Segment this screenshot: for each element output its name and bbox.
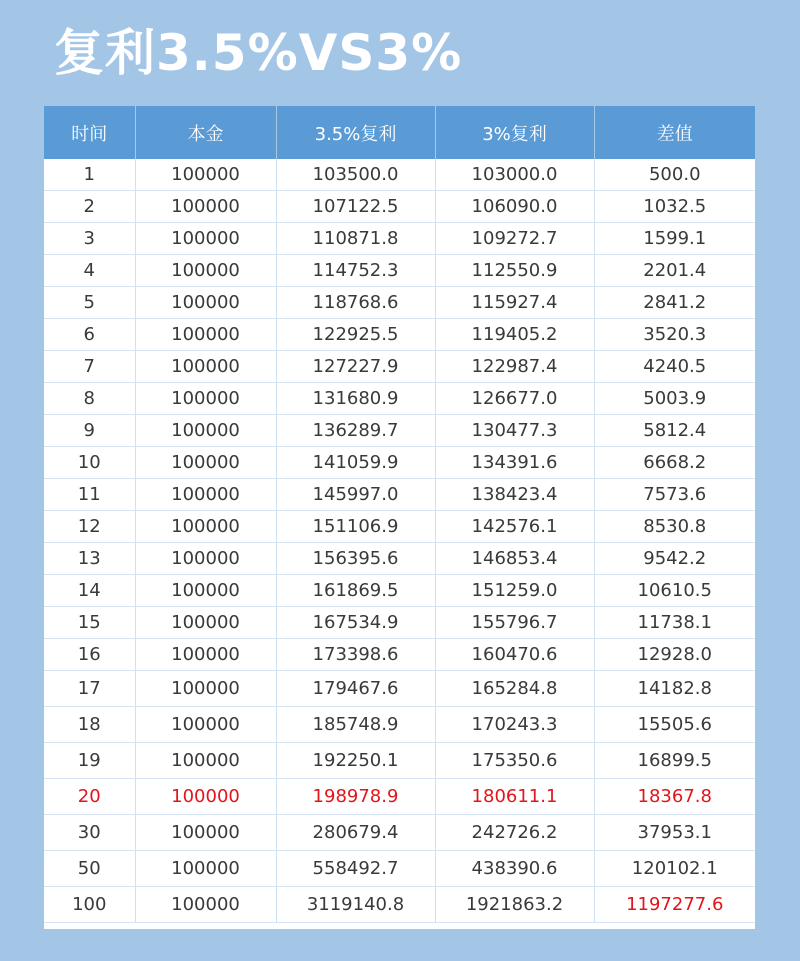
- cell-compound-3: 109272.7: [435, 223, 594, 255]
- cell-time: 8: [44, 383, 135, 415]
- page-title: 复利3.5%VS3%: [54, 24, 463, 82]
- column-header-difference: 差值: [594, 106, 755, 159]
- table-row: [44, 511, 755, 543]
- cell-compound-3: 138423.4: [435, 479, 594, 511]
- table-row: [44, 191, 755, 223]
- cell-compound-3-5: 167534.9: [276, 607, 435, 639]
- cell-compound-3: 103000.0: [435, 159, 594, 191]
- table-row: [44, 543, 755, 575]
- table-row: [44, 743, 755, 779]
- cell-compound-3-5: 145997.0: [276, 479, 435, 511]
- cell-compound-3: 180611.1: [435, 779, 594, 815]
- cell-compound-3-5: 161869.5: [276, 575, 435, 607]
- table-row: [44, 575, 755, 607]
- cell-difference: 6668.2: [594, 447, 755, 479]
- cell-difference: 8530.8: [594, 511, 755, 543]
- table-row: [44, 383, 755, 415]
- cell-compound-3: 130477.3: [435, 415, 594, 447]
- compound-interest-table: [44, 106, 755, 923]
- cell-difference: 37953.1: [594, 815, 755, 851]
- cell-time: 5: [44, 287, 135, 319]
- cell-compound-3-5: 156395.6: [276, 543, 435, 575]
- cell-compound-3: 112550.9: [435, 255, 594, 287]
- table-header-row: [44, 106, 755, 159]
- table-row: [44, 415, 755, 447]
- cell-compound-3-5: 151106.9: [276, 511, 435, 543]
- table-row: [44, 707, 755, 743]
- cell-compound-3-5: 185748.9: [276, 707, 435, 743]
- cell-time: 4: [44, 255, 135, 287]
- cell-principal: 100000: [135, 851, 276, 887]
- cell-compound-3-5: 179467.6: [276, 671, 435, 707]
- cell-compound-3: 146853.4: [435, 543, 594, 575]
- table-row: [44, 887, 755, 923]
- cell-compound-3: 134391.6: [435, 447, 594, 479]
- table-row: [44, 779, 755, 815]
- cell-time: 11: [44, 479, 135, 511]
- cell-compound-3-5: 558492.7: [276, 851, 435, 887]
- cell-difference: 1197277.6: [594, 887, 755, 923]
- cell-time: 18: [44, 707, 135, 743]
- cell-compound-3-5: 3119140.8: [276, 887, 435, 923]
- cell-difference: 12928.0: [594, 639, 755, 671]
- cell-compound-3: 106090.0: [435, 191, 594, 223]
- cell-compound-3-5: 122925.5: [276, 319, 435, 351]
- cell-principal: 100000: [135, 319, 276, 351]
- cell-difference: 15505.6: [594, 707, 755, 743]
- cell-time: 16: [44, 639, 135, 671]
- table-row: [44, 815, 755, 851]
- table-row: [44, 287, 755, 319]
- cell-compound-3-5: 114752.3: [276, 255, 435, 287]
- cell-time: 13: [44, 543, 135, 575]
- cell-principal: 100000: [135, 575, 276, 607]
- cell-compound-3-5: 173398.6: [276, 639, 435, 671]
- cell-difference: 2841.2: [594, 287, 755, 319]
- column-header-principal: 本金: [135, 106, 276, 159]
- cell-compound-3-5: 136289.7: [276, 415, 435, 447]
- cell-difference: 5003.9: [594, 383, 755, 415]
- cell-principal: 100000: [135, 479, 276, 511]
- cell-compound-3: 142576.1: [435, 511, 594, 543]
- cell-principal: 100000: [135, 415, 276, 447]
- cell-principal: 100000: [135, 607, 276, 639]
- cell-principal: 100000: [135, 447, 276, 479]
- cell-compound-3: 242726.2: [435, 815, 594, 851]
- cell-time: 14: [44, 575, 135, 607]
- cell-difference: 16899.5: [594, 743, 755, 779]
- cell-time: 9: [44, 415, 135, 447]
- cell-compound-3-5: 118768.6: [276, 287, 435, 319]
- cell-time: 15: [44, 607, 135, 639]
- cell-time: 50: [44, 851, 135, 887]
- cell-compound-3-5: 107122.5: [276, 191, 435, 223]
- cell-time: 10: [44, 447, 135, 479]
- cell-difference: 1599.1: [594, 223, 755, 255]
- cell-compound-3-5: 127227.9: [276, 351, 435, 383]
- table-row: [44, 671, 755, 707]
- table-row: [44, 479, 755, 511]
- column-header-compound-3-5: 3.5%复利: [276, 106, 435, 159]
- cell-principal: 100000: [135, 707, 276, 743]
- cell-principal: 100000: [135, 887, 276, 923]
- cell-principal: 100000: [135, 779, 276, 815]
- cell-principal: 100000: [135, 671, 276, 707]
- cell-time: 17: [44, 671, 135, 707]
- cell-compound-3-5: 192250.1: [276, 743, 435, 779]
- cell-principal: 100000: [135, 543, 276, 575]
- table-row: [44, 223, 755, 255]
- cell-difference: 11738.1: [594, 607, 755, 639]
- cell-time: 7: [44, 351, 135, 383]
- cell-principal: 100000: [135, 815, 276, 851]
- cell-compound-3-5: 198978.9: [276, 779, 435, 815]
- cell-time: 1: [44, 159, 135, 191]
- cell-difference: 2201.4: [594, 255, 755, 287]
- cell-compound-3: 160470.6: [435, 639, 594, 671]
- cell-compound-3: 1921863.2: [435, 887, 594, 923]
- cell-compound-3-5: 131680.9: [276, 383, 435, 415]
- cell-difference: 7573.6: [594, 479, 755, 511]
- cell-difference: 4240.5: [594, 351, 755, 383]
- compound-interest-table-container: [44, 106, 755, 929]
- cell-difference: 10610.5: [594, 575, 755, 607]
- cell-compound-3-5: 110871.8: [276, 223, 435, 255]
- cell-compound-3-5: 280679.4: [276, 815, 435, 851]
- table-row: [44, 319, 755, 351]
- cell-difference: 14182.8: [594, 671, 755, 707]
- cell-difference: 9542.2: [594, 543, 755, 575]
- cell-compound-3: 126677.0: [435, 383, 594, 415]
- cell-compound-3: 170243.3: [435, 707, 594, 743]
- table-row: [44, 159, 755, 191]
- cell-compound-3: 175350.6: [435, 743, 594, 779]
- cell-principal: 100000: [135, 511, 276, 543]
- cell-principal: 100000: [135, 287, 276, 319]
- table-row: [44, 851, 755, 887]
- cell-principal: 100000: [135, 639, 276, 671]
- cell-compound-3: 115927.4: [435, 287, 594, 319]
- cell-compound-3-5: 103500.0: [276, 159, 435, 191]
- cell-difference: 1032.5: [594, 191, 755, 223]
- cell-time: 12: [44, 511, 135, 543]
- cell-compound-3-5: 141059.9: [276, 447, 435, 479]
- cell-principal: 100000: [135, 191, 276, 223]
- cell-difference: 5812.4: [594, 415, 755, 447]
- cell-time: 3: [44, 223, 135, 255]
- cell-time: 6: [44, 319, 135, 351]
- cell-principal: 100000: [135, 159, 276, 191]
- column-header-compound-3: 3%复利: [435, 106, 594, 159]
- cell-difference: 120102.1: [594, 851, 755, 887]
- column-header-time: 时间: [44, 106, 135, 159]
- cell-compound-3: 122987.4: [435, 351, 594, 383]
- cell-principal: 100000: [135, 743, 276, 779]
- cell-difference: 3520.3: [594, 319, 755, 351]
- cell-time: 2: [44, 191, 135, 223]
- cell-time: 100: [44, 887, 135, 923]
- table-row: [44, 255, 755, 287]
- table-row: [44, 447, 755, 479]
- table-row: [44, 607, 755, 639]
- cell-compound-3: 165284.8: [435, 671, 594, 707]
- cell-time: 19: [44, 743, 135, 779]
- table-row: [44, 639, 755, 671]
- cell-difference: 500.0: [594, 159, 755, 191]
- cell-compound-3: 151259.0: [435, 575, 594, 607]
- cell-principal: 100000: [135, 223, 276, 255]
- cell-time: 20: [44, 779, 135, 815]
- cell-principal: 100000: [135, 255, 276, 287]
- cell-compound-3: 155796.7: [435, 607, 594, 639]
- cell-principal: 100000: [135, 383, 276, 415]
- cell-difference: 18367.8: [594, 779, 755, 815]
- cell-compound-3: 438390.6: [435, 851, 594, 887]
- cell-compound-3: 119405.2: [435, 319, 594, 351]
- cell-time: 30: [44, 815, 135, 851]
- cell-principal: 100000: [135, 351, 276, 383]
- table-row: [44, 351, 755, 383]
